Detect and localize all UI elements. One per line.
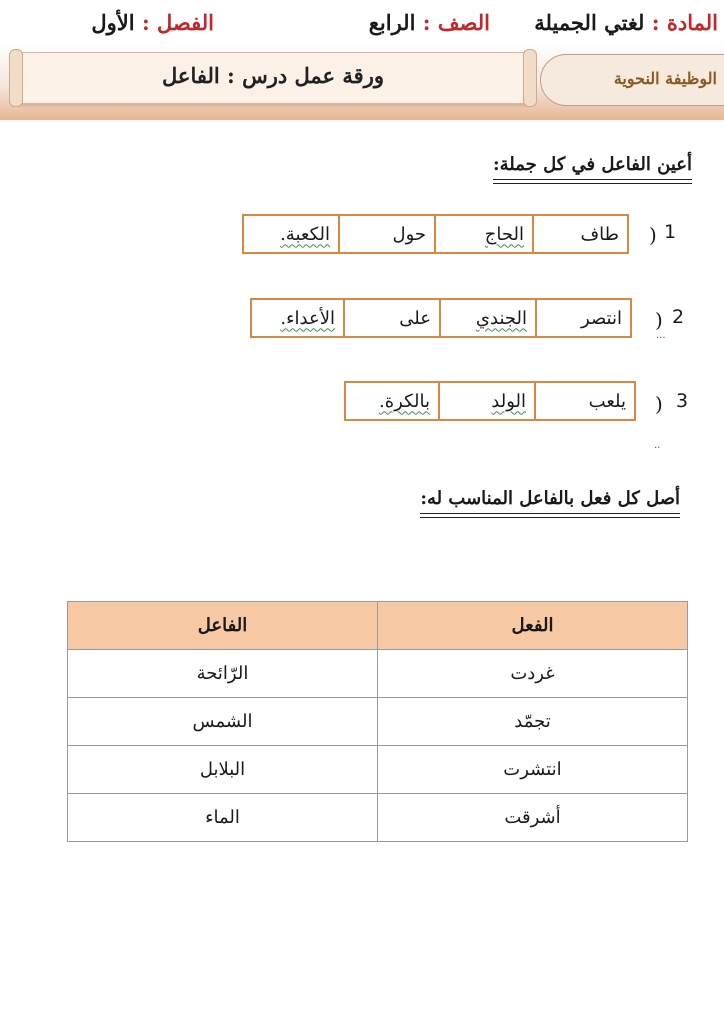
word-box[interactable]: انتصر xyxy=(535,300,630,336)
worksheet-title: ورقة عمل درس : الفاعل xyxy=(162,63,384,88)
subject-field: المادة : لغتي الجميلة xyxy=(534,10,718,35)
subject-label: المادة xyxy=(666,10,718,35)
column-header-subject: الفاعل xyxy=(68,602,378,650)
subject-cell[interactable]: الرّائحة xyxy=(68,650,378,698)
red-mark: ... xyxy=(656,330,666,341)
word-box[interactable]: يلعب xyxy=(534,383,634,419)
word-box[interactable]: الجندي xyxy=(439,300,535,336)
word-box[interactable]: الأعداء. xyxy=(280,307,335,329)
sentence-1-number: 1 xyxy=(664,221,677,243)
word-box[interactable]: طاف xyxy=(532,216,627,252)
q2-instruction: أصل كل فعل بالفاعل المناسب له: xyxy=(420,488,680,514)
table-row xyxy=(68,746,688,794)
word-box[interactable]: حول xyxy=(338,216,434,252)
title-scroll xyxy=(16,52,530,104)
table-row xyxy=(68,698,688,746)
subject-cell[interactable]: الماء xyxy=(68,794,378,842)
word-box[interactable]: الولد xyxy=(438,383,534,419)
lesson-category-tab xyxy=(540,54,724,106)
q1-instruction: أعين الفاعل في كل جملة: xyxy=(493,154,692,180)
red-mark: .. xyxy=(654,440,661,451)
grade-label: الصف xyxy=(437,10,490,35)
subject-cell[interactable]: الشمس xyxy=(68,698,378,746)
word-box[interactable]: الكعبة. xyxy=(280,223,330,245)
verb-cell[interactable]: انتشرت xyxy=(378,746,688,794)
sentence-2-paren: ( xyxy=(655,308,663,332)
verb-cell[interactable]: غردت xyxy=(378,650,688,698)
column-header-verb: الفعل xyxy=(378,602,688,650)
word-box[interactable]: الحاج xyxy=(434,216,532,252)
table-header-row xyxy=(68,602,688,650)
sentence-3-boxes xyxy=(344,381,636,421)
sentence-3-paren: ( xyxy=(655,392,663,416)
verb-cell[interactable]: أشرقت xyxy=(378,794,688,842)
sentence-3-number: 3 xyxy=(676,390,689,412)
table-row xyxy=(68,794,688,842)
sentence-1-boxes xyxy=(242,214,629,254)
word-box[interactable]: على xyxy=(343,300,439,336)
word-box[interactable]: بالكرة. xyxy=(378,390,430,412)
grade-value: الرابع xyxy=(368,10,416,35)
lesson-category-label: الوظيفة النحوية xyxy=(613,69,717,88)
verb-cell[interactable]: تجمّد xyxy=(378,698,688,746)
matching-table xyxy=(67,601,688,842)
term-label: الفصل xyxy=(157,10,214,35)
term-value: الأول xyxy=(91,10,135,35)
term-field: الفصل : الأول xyxy=(91,10,214,35)
sentence-2-number: 2 xyxy=(672,306,685,328)
subject-cell[interactable]: البلابل xyxy=(68,746,378,794)
grade-field: الصف : الرابع xyxy=(368,10,490,35)
table-row xyxy=(68,650,688,698)
subject-value: لغتي الجميلة xyxy=(534,10,645,35)
sentence-1-paren: ( xyxy=(649,223,657,247)
sentence-2-boxes xyxy=(250,298,632,338)
